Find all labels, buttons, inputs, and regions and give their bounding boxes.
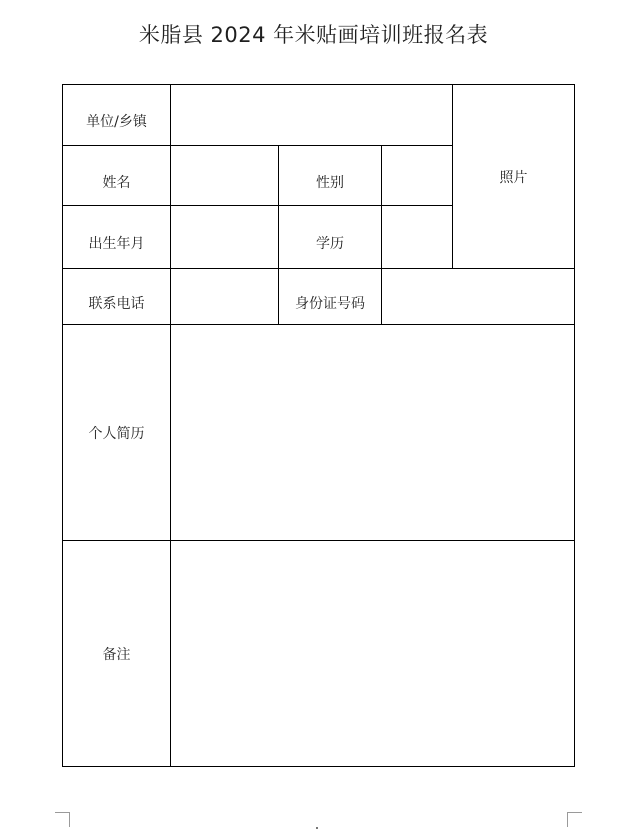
education-label: 学历	[279, 206, 382, 269]
id-number-field[interactable]	[382, 269, 575, 325]
page-title: 米脂县 2024 年米贴画培训班报名表	[138, 23, 489, 47]
name-field[interactable]	[171, 146, 279, 206]
unit-field[interactable]	[171, 85, 453, 146]
registration-form-table	[62, 84, 575, 767]
page-corner-mark-right	[567, 812, 582, 827]
phone-field[interactable]	[171, 269, 279, 325]
cursor-dot	[316, 827, 318, 829]
page-corner-mark-left	[55, 812, 70, 827]
phone-label: 联系电话	[63, 269, 171, 325]
photo-label: 照片	[499, 169, 528, 186]
remarks-field[interactable]	[171, 541, 575, 767]
gender-label: 性别	[279, 146, 382, 206]
remarks-label: 备注	[63, 541, 171, 767]
birth-label: 出生年月	[63, 206, 171, 269]
id-number-label: 身份证号码	[279, 269, 382, 325]
resume-field[interactable]	[171, 325, 575, 541]
unit-label: 单位/乡镇	[63, 85, 171, 146]
resume-label: 个人简历	[63, 325, 171, 541]
education-field[interactable]	[382, 206, 453, 269]
photo-box[interactable]	[453, 85, 575, 269]
birth-field[interactable]	[171, 206, 279, 269]
gender-field[interactable]	[382, 146, 453, 206]
name-label: 姓名	[63, 146, 171, 206]
